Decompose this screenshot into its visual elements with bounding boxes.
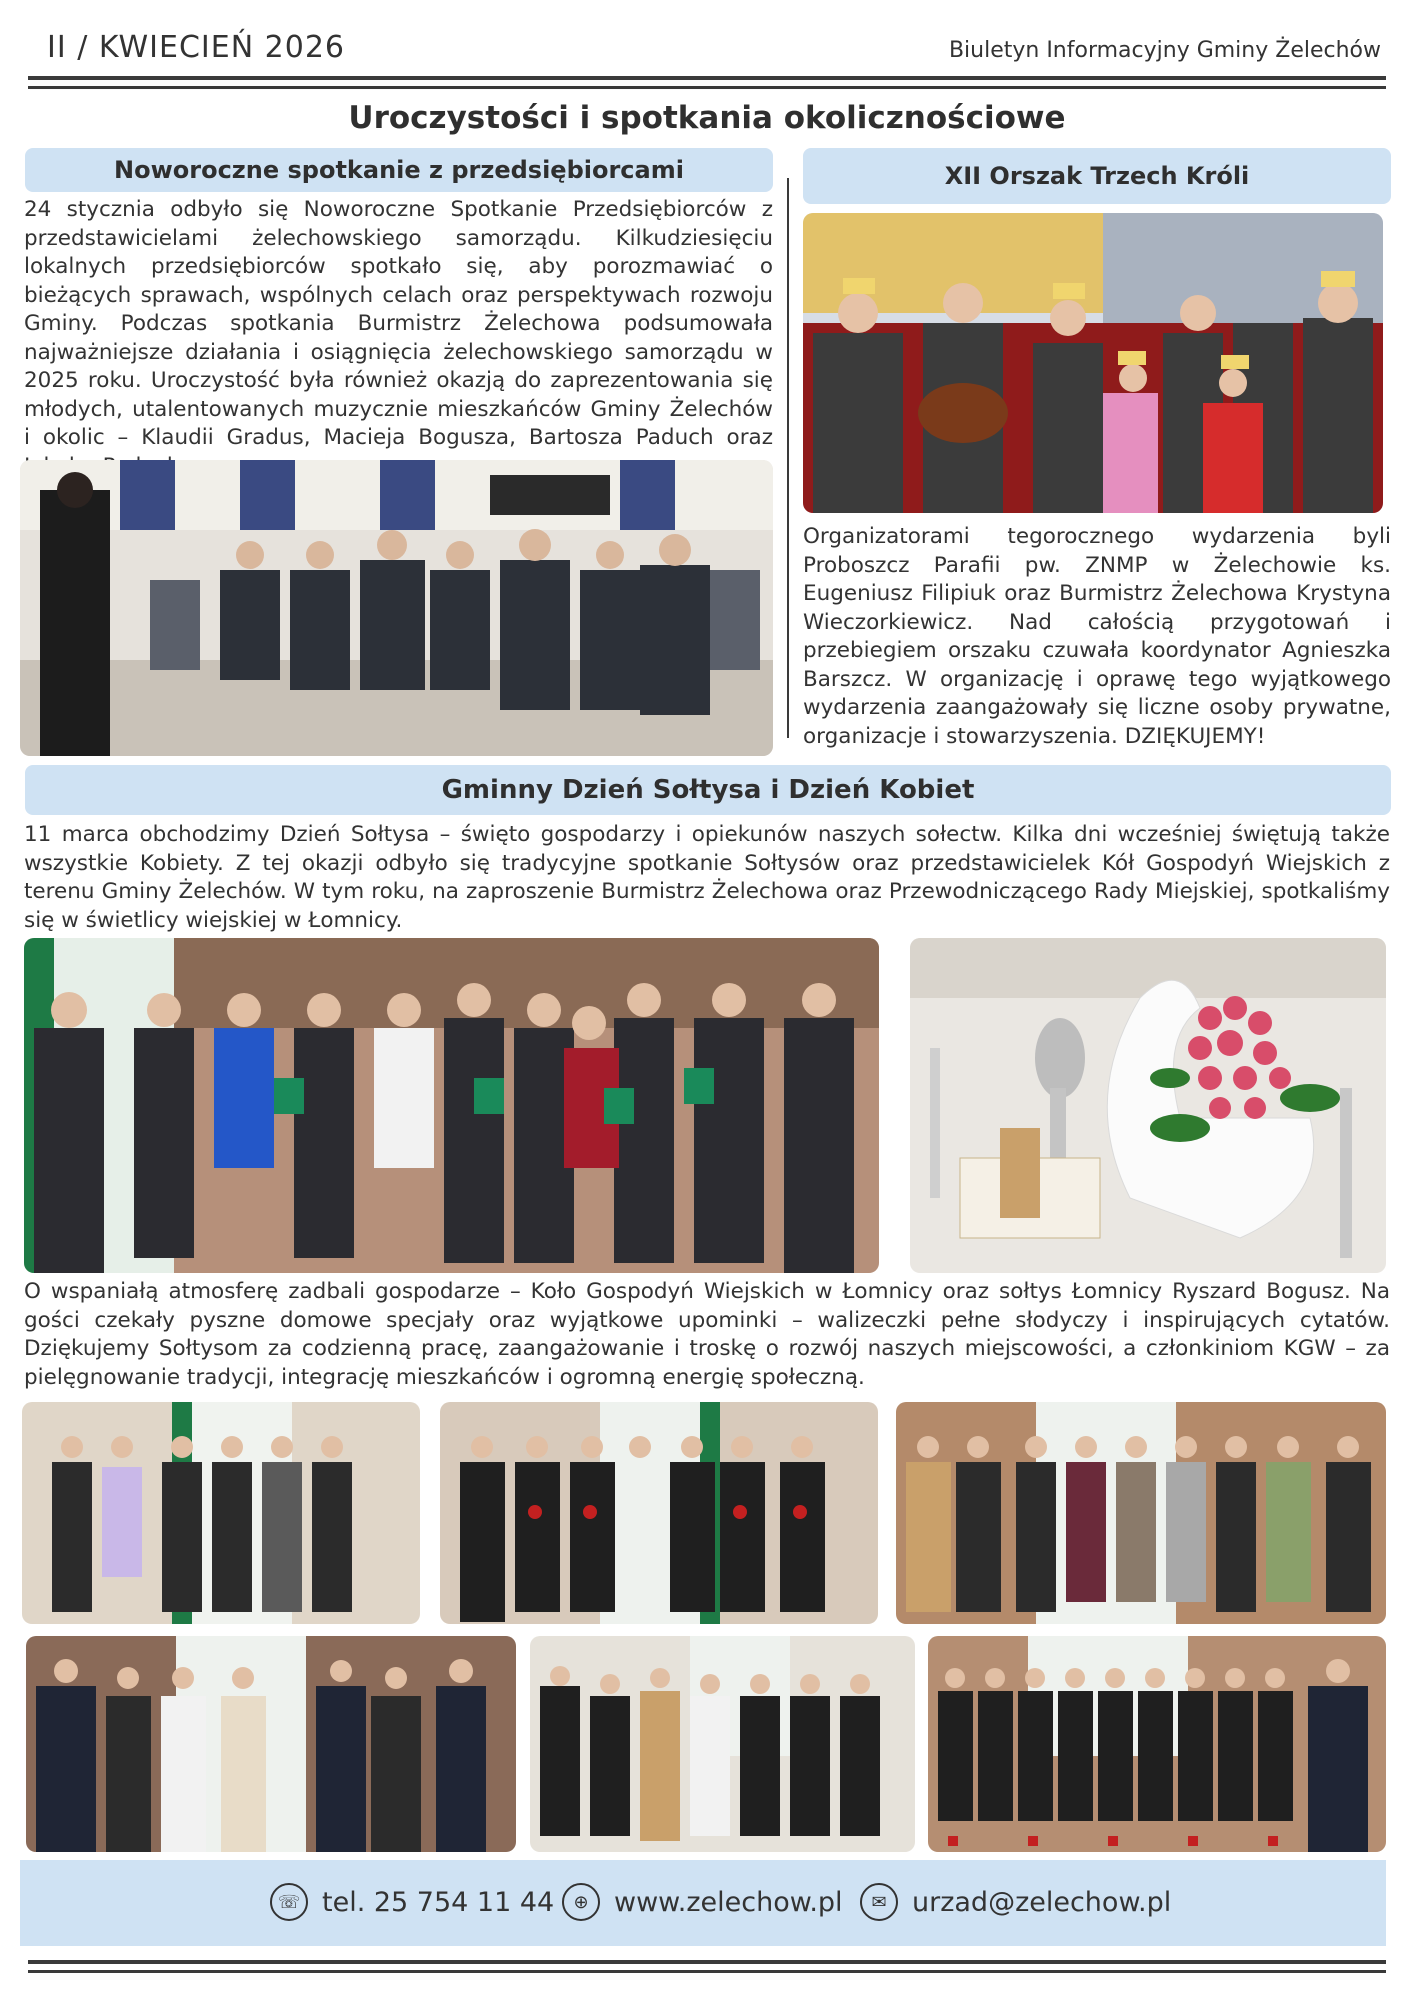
page-title: Uroczystości i spotkania okolicznościowe [348,100,1066,136]
publication-title: Biuletyn Informacyjny Gminy Żelechów [948,38,1381,63]
business-meeting-text: 24 stycznia odbyło się Noworoczne Spotkanie Przedsiębiorców z przedstawicielami żelechowskiego samorządu. Kilkudziesięciu lokalnych przedsiębiorców spotkało się, aby porozmawiać o bieżących sprawach, wspólnych celach oraz perspektywach rozwoju Gminy. Podczas spotkania Burmistrz Żelechowa podsumowała najważniejsze działania i osiągnięcia żelechowskiego samorządu w 2025 roku. Uroczystość była również okazją do zaprezentowania się młodych, utalentowanych muzycznie mieszkańców Gminy Żelechów i okolic – Klaudii Gradus, Macieja Bogusza, Bartosza Paduch oraz [24,197,773,450]
section-title-business-meeting: Noworoczne spotkanie z przedsiębiorcami [25,148,773,192]
kgw-group-photo-3 [896,1402,1386,1624]
swan-gift-photo [910,938,1386,1273]
business-meeting-photo [20,460,773,756]
kgw-group-photo-5 [530,1636,915,1852]
kgw-group-photo-2 [440,1402,878,1624]
footer-rule-top [28,1960,1386,1964]
kgw-group-photo-6 [928,1636,1386,1852]
soltys-day-thanks-text: O wspaniałą atmosferę zadbali gospodarze – Koło Gospodyń Wiejskich w Łomnicy oraz sołtys Łomnicy Ryszard Bogusz. Na gości czekały pyszne domowe specjały oraz wyjątkowe upominki – walizeczki pełne słodyczy i inspirujących cytatów. Dziękujemy Sołtysom za codzienną pracę, zaangażowanie i troskę o rozwój naszych miejscowości, a członkiniom KGW – za pielęgnowanie tradycji, integrację mieszkańców i ogromną energię społeczną. [24,1279,1390,1390]
three-kings-text: Organizatorami tegorocznego wydarzenia byli Proboszcz Parafii pw. ZNMP w Żelechowie ks. Eugeniusz Filipiuk oraz Burmistrz Żelechowa Krystyna Wieczorkiewicz. Nad całością przygotowań i przebiegiem orszaku czuwała koordynator Agnieszka Barszcz. W organizację i oprawę tego wyjątkowego wydarzenia zaangażowały się liczne osoby prywatne, organizacje i stowarzyszenia. DZIĘKUJEMY! [803,524,1391,749]
column-divider [787,178,789,738]
phone-text: tel. 25 754 11 44 [322,1886,555,1918]
kgw-group-photo-4 [26,1636,516,1852]
email-text: urzad@zelechow.pl [912,1886,1172,1918]
contact-phone[interactable] [270,1877,554,1927]
contact-email[interactable] [860,1877,1171,1927]
issue-label: II / KWIECIEŃ 2026 [47,30,346,65]
footer-rule-bottom [28,1970,1386,1973]
header-rule-top [28,76,1386,80]
three-kings-parade-photo [803,213,1383,513]
kgw-group-photo-1 [22,1402,420,1624]
envelope-icon: ✉ [860,1883,898,1921]
section-title-three-kings: XII Orszak Trzech Króli [803,148,1391,204]
soltys-group-photo [24,938,879,1273]
website-text: www.zelechow.pl [614,1886,843,1918]
phone-icon: ☏ [270,1883,308,1921]
globe-icon: ⊕ [562,1883,600,1921]
header-rule-bottom [28,86,1386,89]
soltys-day-intro-text: 11 marca obchodzimy Dzień Sołtysa – święto gospodarzy i opiekunów naszych sołectw. Kilka dni wcześniej świętują także wszystkie Kobiety. Z tej okazji odbyło się tradycyjne spotkanie Sołtysów oraz przedstawicielek Kół Gospodyń Wiejskich z terenu Gminy Żelechów. W tym roku, na zaproszenie Burmistrz Żelechowa oraz Przewodniczącego Rady Miejskiej, spotkaliśmy się w świetlicy wiejskiej w Łomnicy. [24,822,1390,933]
section-title-soltys-day: Gminny Dzień Sołtysa i Dzień Kobiet [25,765,1391,815]
contact-website[interactable] [562,1877,843,1927]
